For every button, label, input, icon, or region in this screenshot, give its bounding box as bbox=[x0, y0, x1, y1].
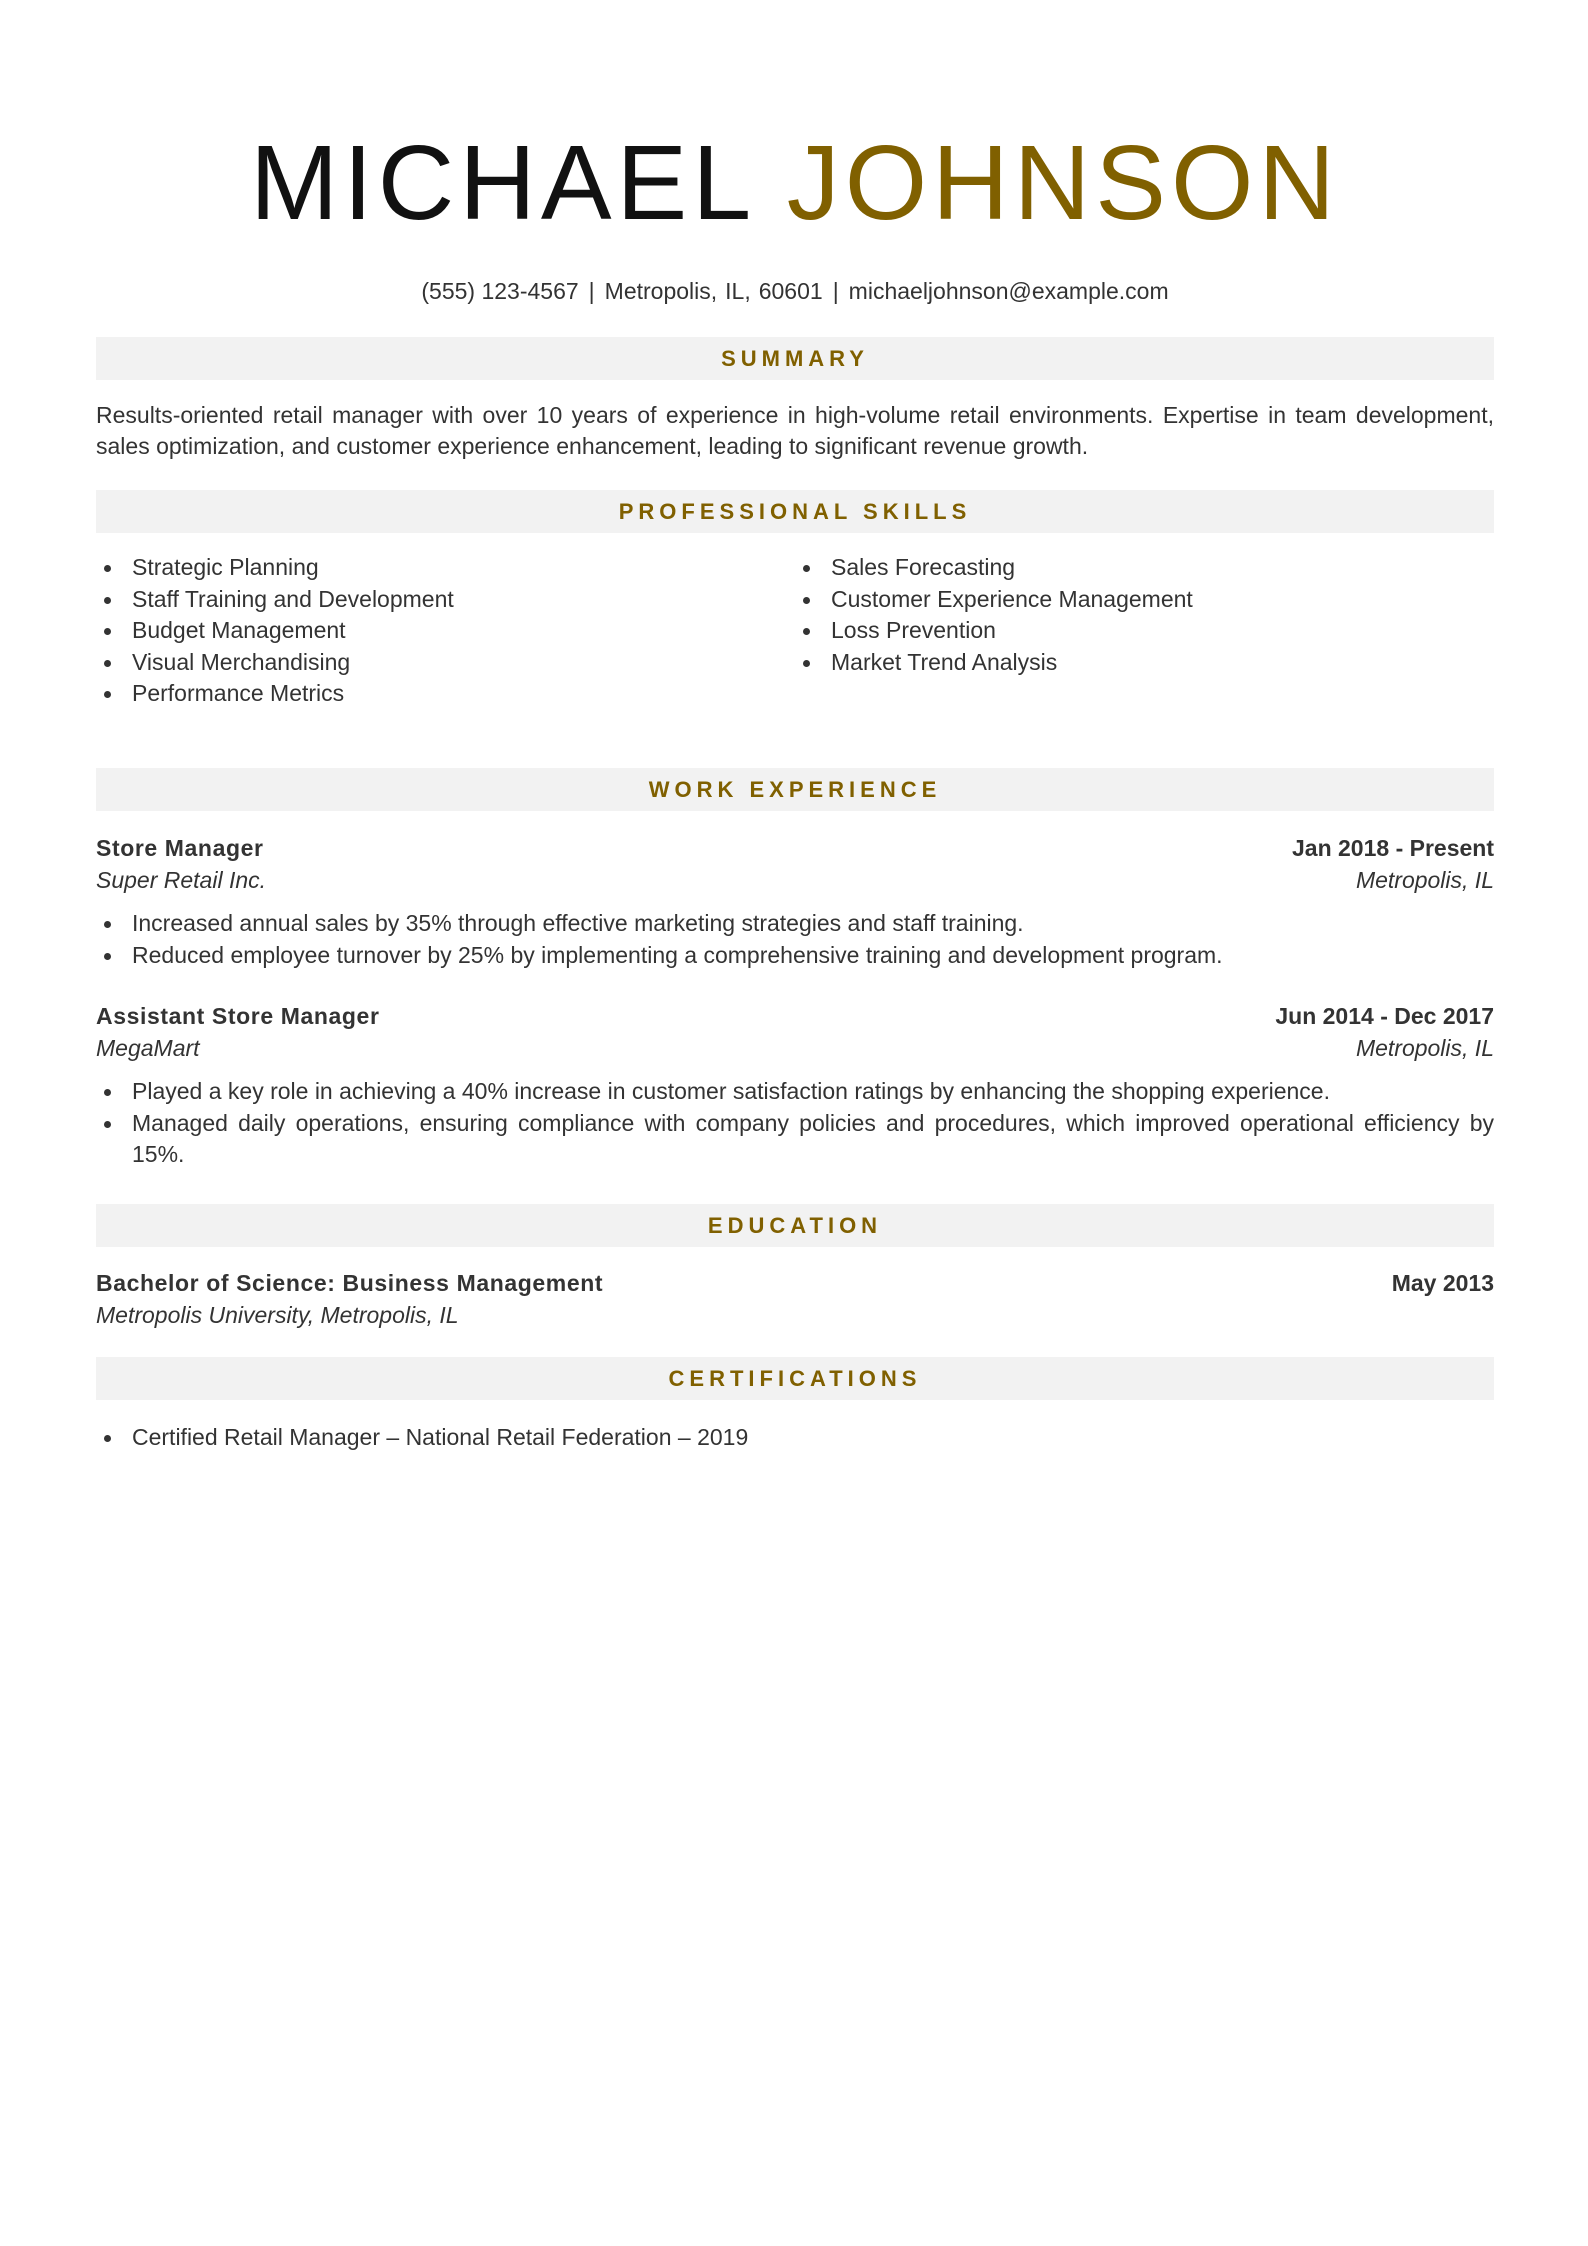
job-bullet: Managed daily operations, ensuring compliance with company policies and procedures, which improved operational efficiency by 15%. bbox=[96, 1108, 1494, 1171]
job-entry bbox=[96, 833, 1494, 971]
section-title: WORK EXPERIENCE bbox=[648, 776, 942, 802]
job-title: Store Manager bbox=[96, 835, 264, 861]
zip-code: 60601 bbox=[758, 278, 823, 304]
skills-section-header bbox=[96, 490, 1494, 533]
certification-item: Certified Retail Manager – National Retail Federation – 2019 bbox=[96, 1422, 1494, 1454]
city: Metropolis, bbox=[604, 278, 718, 304]
candidate-name bbox=[96, 118, 1494, 248]
job-location: Metropolis, IL bbox=[1355, 1034, 1494, 1061]
school-name: Metropolis University, Metropolis, IL bbox=[96, 1301, 459, 1328]
skill-item: Loss Prevention bbox=[795, 615, 1475, 647]
last-name: JOHNSON bbox=[786, 124, 1340, 242]
degree-title: Bachelor of Science: Business Management bbox=[96, 1270, 604, 1296]
contact-line bbox=[96, 276, 1494, 306]
education-section-header bbox=[96, 1204, 1494, 1247]
section-title: EDUCATION bbox=[707, 1212, 883, 1238]
skill-item: Visual Merchandising bbox=[96, 647, 776, 679]
summary-section-header bbox=[96, 337, 1494, 380]
job-dates: Jan 2018 - Present bbox=[1291, 835, 1494, 861]
skill-item: Strategic Planning bbox=[96, 552, 776, 584]
section-title: PROFESSIONAL SKILLS bbox=[618, 498, 972, 524]
skill-item: Staff Training and Development bbox=[96, 584, 776, 616]
certifications-section-header bbox=[96, 1357, 1494, 1400]
contact-separator: | bbox=[588, 278, 595, 304]
education-entry bbox=[96, 1268, 1494, 1331]
job-entry bbox=[96, 1001, 1494, 1171]
section-title: SUMMARY bbox=[721, 345, 869, 371]
job-bullet: Reduced employee turnover by 25% by implementing a comprehensive training and development program. bbox=[96, 940, 1494, 972]
email-address: michaeljohnson@example.com bbox=[848, 278, 1169, 304]
skill-item: Performance Metrics bbox=[96, 678, 776, 710]
certifications-list bbox=[96, 1422, 1494, 1454]
experience-section-header bbox=[96, 768, 1494, 811]
company-name: Super Retail Inc. bbox=[96, 866, 267, 893]
contact-separator: | bbox=[832, 278, 839, 304]
graduation-date: May 2013 bbox=[1391, 1270, 1494, 1296]
job-bullet: Played a key role in achieving a 40% increase in customer satisfaction ratings by enhancing the shopping experience. bbox=[96, 1076, 1494, 1108]
job-title: Assistant Store Manager bbox=[96, 1003, 380, 1029]
skill-item: Customer Experience Management bbox=[795, 584, 1475, 616]
summary-text: Results-oriented retail manager with over 10 years of experience in high-volume retail environments. Expertise in team development, sales optimization, and customer experience enhancement, leading to significant revenue growth. bbox=[96, 402, 1494, 459]
job-bullet: Increased annual sales by 35% through effective marketing strategies and staff training. bbox=[96, 908, 1494, 940]
job-dates: Jun 2014 - Dec 2017 bbox=[1275, 1003, 1494, 1029]
job-location: Metropolis, IL bbox=[1355, 866, 1494, 893]
skill-item: Budget Management bbox=[96, 615, 776, 647]
skill-item: Market Trend Analysis bbox=[795, 647, 1475, 679]
skills-column-left bbox=[96, 552, 776, 710]
first-name: MICHAEL bbox=[250, 124, 753, 242]
state: IL, bbox=[725, 278, 751, 304]
company-name: MegaMart bbox=[96, 1034, 200, 1061]
skills-column-right bbox=[795, 552, 1475, 678]
section-title: CERTIFICATIONS bbox=[668, 1365, 922, 1391]
skill-item: Sales Forecasting bbox=[795, 552, 1475, 584]
phone-number: (555) 123-4567 bbox=[421, 278, 579, 304]
